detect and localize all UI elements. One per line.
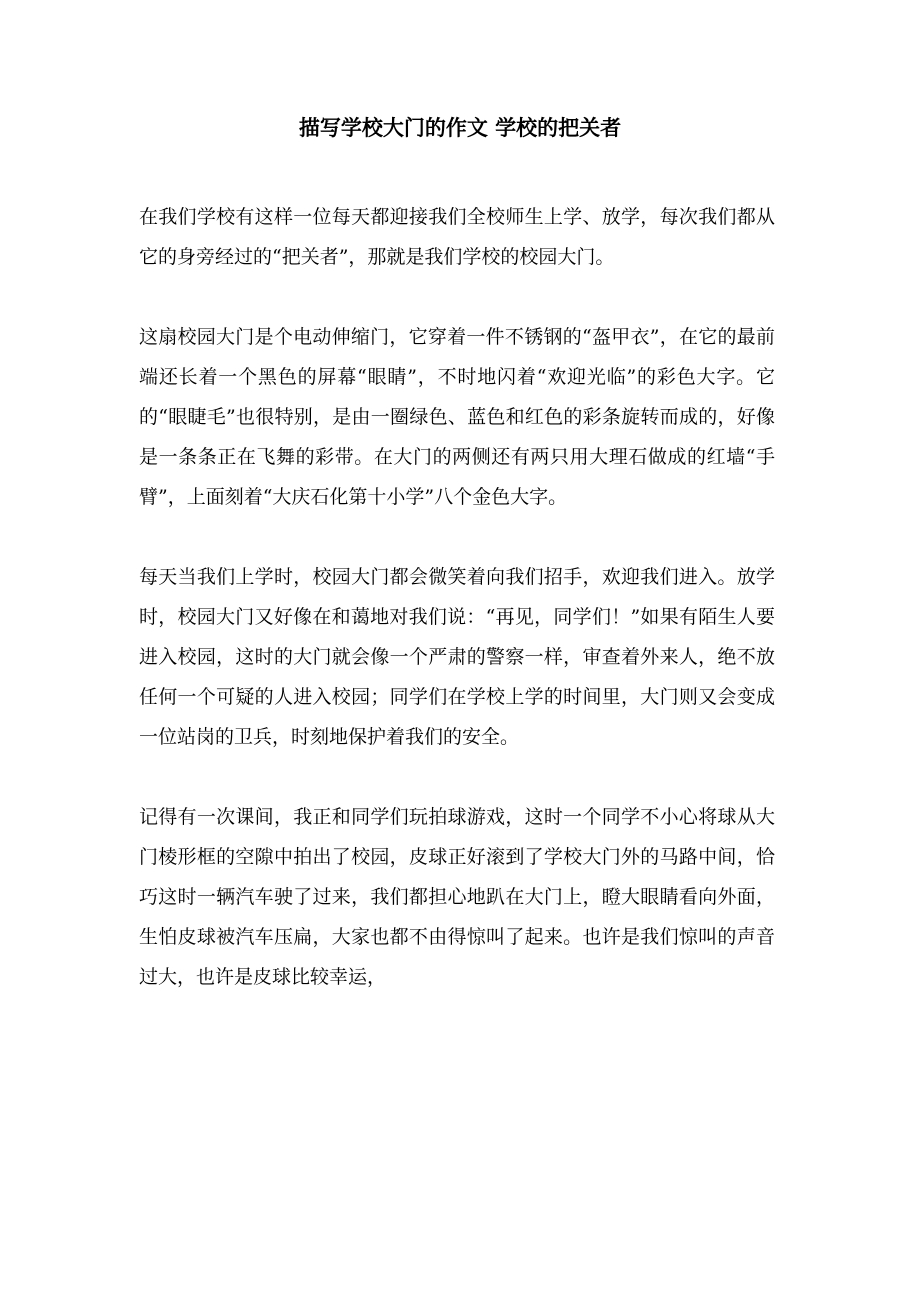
paragraph: 这扇校园大门是个电动伸缩门，它穿着一件不锈钢的“盔甲衣”，在它的最前端还长着一个黑色的屏幕“眼睛”，不时地闪着“欢迎光临”的彩色大字。它的“眼睫毛”也很特别，是由一圈绿色、蓝色和红色的彩条旋转而成的，好像是一条条正在飞舞的彩带。在大门的两侧还有两只用大理石做成的红墙“手臂”，上面刻着“大庆石化第十小学”八个金色大字。 (139, 326, 775, 508)
paragraph: 每天当我们上学时，校园大门都会微笑着向我们招手，欢迎我们进入。放学时，校园大门又好像在和蔼地对我们说：“再见，同学们！”如果有陌生人要进入校园，这时的大门就会像一个严肃的警察一样，审查着外来人，绝不放任何一个可疑的人进入校园；同学们在学校上学的时间里，大门则又会变成一位站岗的卫兵，时刻地保护着我们的安全。 (139, 566, 775, 748)
paragraph: 在我们学校有这样一位每天都迎接我们全校师生上学、放学，每次我们都从它的身旁经过的“把关者”，那就是我们学校的校园大门。 (139, 206, 775, 268)
document-body (139, 197, 775, 1037)
document-title: 描写学校大门的作文 学校的把关者 (298, 115, 622, 140)
paragraph: 记得有一次课间，我正和同学们玩拍球游戏，这时一个同学不小心将球从大门棱形框的空隙中拍出了校园，皮球正好滚到了学校大门外的马路中间，恰巧这时一辆汽车驶了过来，我们都担心地趴在大门上，瞪大眼睛看向外面，生怕皮球被汽车压扁，大家也都不由得惊叫了起来。也许是我们惊叫的声音过大，也许是皮球比较幸运， (139, 806, 775, 988)
